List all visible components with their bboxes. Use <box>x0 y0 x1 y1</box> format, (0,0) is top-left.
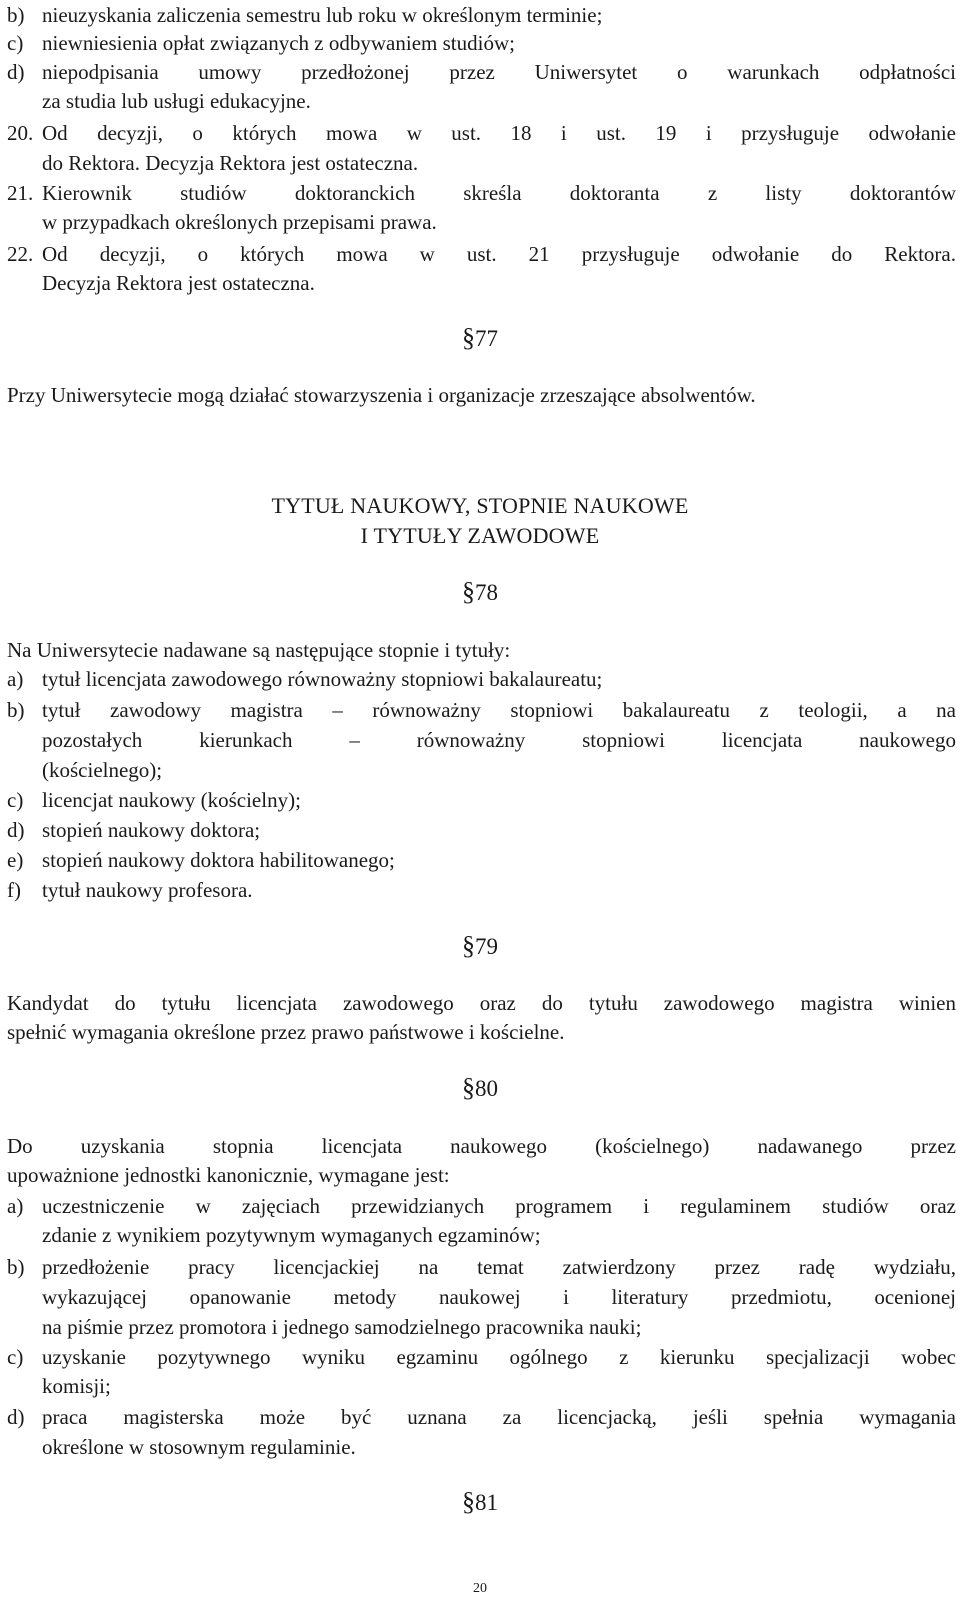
item-marker: e) <box>7 848 24 872</box>
item-marker: d) <box>7 818 25 842</box>
section-sign: § <box>462 1073 475 1102</box>
paragraph-text: upoważnione jednostki kanonicznie, wymagane jest: <box>7 1163 450 1187</box>
item-text: niepodpisania umowy przedłożonej przez Uniwersytet o warunkach odpłatności <box>42 60 956 84</box>
item-marker: d) <box>7 60 25 84</box>
item-marker: a) <box>7 1194 24 1218</box>
item-marker: b) <box>7 698 25 722</box>
list-item-continuation <box>0 1432 960 1462</box>
item-marker: b) <box>7 3 25 27</box>
section-heading-80 <box>0 1071 960 1105</box>
list-item <box>0 664 960 694</box>
numbered-paragraph <box>0 178 960 208</box>
list-item-continuation <box>0 1371 960 1401</box>
item-marker: c) <box>7 31 24 55</box>
list-item <box>0 1402 960 1432</box>
item-marker: c) <box>7 1345 24 1369</box>
section-heading-81 <box>0 1485 960 1519</box>
paragraph-text: Od decyzji, o których mowa w ust. 21 przysługuje odwołanie do Rektora. <box>42 242 956 266</box>
section-intro-continuation <box>0 1160 960 1190</box>
list-item <box>0 1252 960 1282</box>
item-text: niewniesienia opłat związanych z odbywaniem studiów; <box>42 31 515 55</box>
section-sign: § <box>462 931 475 960</box>
list-item-continuation <box>0 1282 960 1312</box>
item-marker: a) <box>7 667 24 691</box>
list-item <box>0 1191 960 1221</box>
page-number: 20 <box>473 1581 487 1596</box>
numbered-paragraph <box>0 239 960 269</box>
item-text: określone w stosownym regulaminie. <box>42 1435 356 1459</box>
item-marker: f) <box>7 878 21 902</box>
section-number: 81 <box>475 1490 498 1515</box>
paragraph-text: Przy Uniwersytecie mogą działać stowarzyszenia i organizacje zrzeszające absolwentów. <box>7 383 756 407</box>
section-number: 79 <box>475 934 498 959</box>
numbered-paragraph-continuation <box>0 148 960 178</box>
list-item <box>0 785 960 815</box>
item-text: stopień naukowy doktora habilitowanego; <box>42 848 395 872</box>
item-text: pozostałych kierunkach – równoważny stopniowi licencjata naukowego <box>42 728 956 752</box>
list-item <box>0 875 960 905</box>
paragraph-text: Do uzyskania stopnia licencjata naukowego (kościelnego) nadawanego przez <box>7 1134 956 1158</box>
numbered-paragraph-continuation <box>0 207 960 237</box>
item-marker: c) <box>7 788 24 812</box>
item-text: licencjat naukowy (kościelny); <box>42 788 301 812</box>
chapter-heading-line: TYTUŁ NAUKOWY, STOPNIE NAUKOWE <box>271 493 689 518</box>
section-paragraph <box>0 988 960 1018</box>
item-marker: b) <box>7 1255 25 1279</box>
section-sign: § <box>462 577 475 606</box>
paragraph-number: 21. <box>7 181 34 205</box>
list-item <box>0 57 960 87</box>
item-marker: d) <box>7 1405 25 1429</box>
section-sign: § <box>462 1487 475 1516</box>
section-heading-79 <box>0 929 960 963</box>
numbered-paragraph <box>0 118 960 148</box>
section-heading-77 <box>0 321 960 355</box>
paragraph-number: 20. <box>7 121 34 145</box>
list-item <box>0 28 960 58</box>
list-item <box>0 815 960 845</box>
paragraph-text: do Rektora. Decyzja Rektora jest ostateczna. <box>42 151 419 175</box>
numbered-paragraph-continuation <box>0 268 960 298</box>
section-intro <box>0 1131 960 1161</box>
section-number: 78 <box>475 580 498 605</box>
list-item <box>0 0 960 30</box>
list-item <box>0 845 960 875</box>
item-text: tytuł zawodowy magistra – równoważny stopniowi bakalaureatu z teologii, a na <box>42 698 956 722</box>
list-item-continuation <box>0 725 960 755</box>
chapter-heading-line: I TYTUŁY ZAWODOWE <box>360 523 600 548</box>
list-item <box>0 695 960 725</box>
item-text: (kościelnego); <box>42 758 163 782</box>
paragraph-text: Na Uniwersytecie nadawane są następujące stopnie i tytuły: <box>7 638 511 662</box>
section-heading-78 <box>0 575 960 609</box>
paragraph-number: 22. <box>7 242 34 266</box>
section-number: 80 <box>475 1076 498 1101</box>
list-item-continuation <box>0 86 960 116</box>
item-text: wykazującej opanowanie metody naukowej i literatury przedmiotu, ocenionej <box>42 1285 956 1309</box>
item-text: tytuł licencjata zawodowego równoważny stopniowi bakalaureatu; <box>42 667 603 691</box>
item-text: przedłożenie pracy licencjackiej na temat zatwierdzony przez radę wydziału, <box>42 1255 956 1279</box>
item-text: na piśmie przez promotora i jednego samodzielnego pracownika nauki; <box>42 1315 642 1339</box>
section-paragraph <box>0 380 960 410</box>
paragraph-text: Od decyzji, o których mowa w ust. 18 i ust. 19 i przysługuje odwołanie <box>42 121 956 145</box>
item-text: zdanie z wynikiem pozytywnym wymaganych egzaminów; <box>42 1223 541 1247</box>
paragraph-text: Kierownik studiów doktoranckich skreśla doktoranta z listy doktorantów <box>42 181 956 205</box>
list-item-continuation <box>0 1220 960 1250</box>
paragraph-text: Kandydat do tytułu licencjata zawodowego oraz do tytułu zawodowego magistra winien <box>7 991 956 1015</box>
item-text: komisji; <box>42 1374 111 1398</box>
section-number: 77 <box>475 326 498 351</box>
item-text: nieuzyskania zaliczenia semestru lub roku w określonym terminie; <box>42 3 603 27</box>
list-item-continuation <box>0 755 960 785</box>
list-item <box>0 1342 960 1372</box>
list-item-continuation <box>0 1312 960 1342</box>
paragraph-text: spełnić wymagania określone przez prawo państwowe i kościelne. <box>7 1020 565 1044</box>
item-text: za studia lub usługi edukacyjne. <box>42 89 311 113</box>
section-paragraph-continuation <box>0 1017 960 1047</box>
item-text: uczestniczenie w zajęciach przewidzianych programem i regulaminem studiów oraz <box>42 1194 956 1218</box>
paragraph-text: w przypadkach określonych przepisami prawa. <box>42 210 437 234</box>
paragraph-text: Decyzja Rektora jest ostateczna. <box>42 271 315 295</box>
section-sign: § <box>462 323 475 352</box>
item-text: stopień naukowy doktora; <box>42 818 261 842</box>
item-text: praca magisterska może być uznana za licencjacką, jeśli spełnia wymagania <box>42 1405 956 1429</box>
item-text: uzyskanie pozytywnego wyniku egzaminu ogólnego z kierunku specjalizacji wobec <box>42 1345 956 1369</box>
item-text: tytuł naukowy profesora. <box>42 878 253 902</box>
section-intro <box>0 635 960 665</box>
